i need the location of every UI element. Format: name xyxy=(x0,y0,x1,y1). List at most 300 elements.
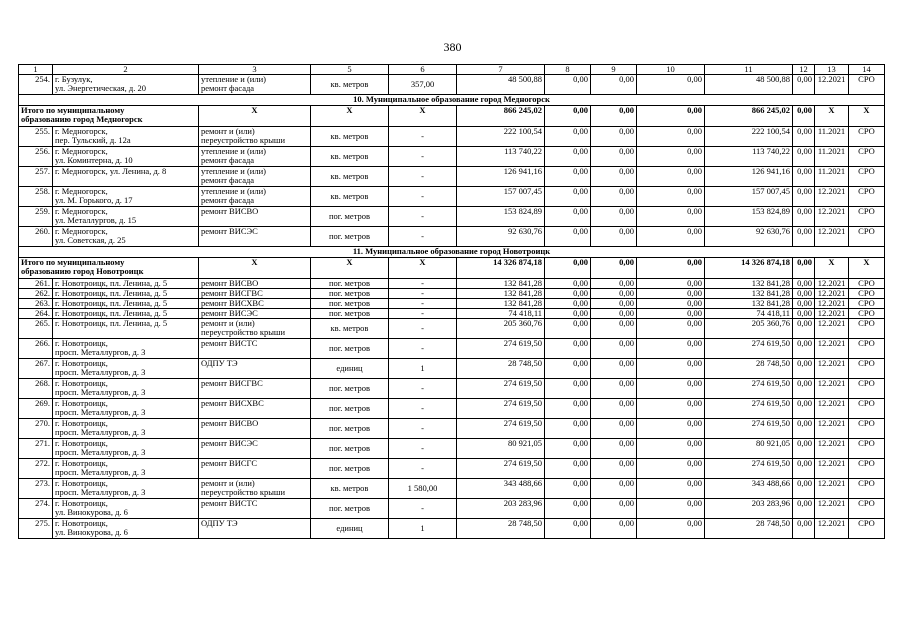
cell-line: просп. Металлургов, д. 3 xyxy=(55,487,146,497)
column-number: 8 xyxy=(545,65,591,75)
row-unit: кв. метров xyxy=(311,127,389,147)
row-deadline: 12.2021 xyxy=(815,499,849,519)
row-address xyxy=(53,279,199,289)
row-deadline: 12.2021 xyxy=(815,207,849,227)
cell-line: г. Новотроицк, xyxy=(55,518,108,528)
cell-line: просп. Металлургов, д. 3 xyxy=(55,347,146,357)
row-method: СРО xyxy=(849,147,885,167)
row-work-type xyxy=(199,379,311,399)
cell-line: ремонт ВИСЭС xyxy=(201,438,258,448)
cell-line: просп. Металлургов, д. 3 xyxy=(55,447,146,457)
row-cost-total: 132 841,28 xyxy=(457,279,545,289)
row-number: 256. xyxy=(19,147,53,167)
cell-line: ремонт ВИСГС xyxy=(201,458,257,468)
row-cost-c12: 0,00 xyxy=(793,419,815,439)
row-method: СРО xyxy=(849,399,885,419)
cell-line: ремонт фасада xyxy=(201,175,255,185)
row-method: СРО xyxy=(849,75,885,95)
row-cost-c8: 0,00 xyxy=(545,207,591,227)
row-quantity: - xyxy=(389,339,457,359)
row-cost-c11: 343 488,66 xyxy=(705,479,793,499)
row-cost-c9: 0,00 xyxy=(591,167,637,187)
total-qty: X xyxy=(389,258,457,279)
row-cost-c10: 0,00 xyxy=(637,459,705,479)
row-cost-c11: 274 619,50 xyxy=(705,459,793,479)
row-deadline: 12.2021 xyxy=(815,279,849,289)
total-c10: 0,00 xyxy=(637,106,705,127)
row-cost-c12: 0,00 xyxy=(793,399,815,419)
row-quantity: - xyxy=(389,207,457,227)
row-address xyxy=(53,339,199,359)
column-number: 7 xyxy=(457,65,545,75)
row-cost-c9: 0,00 xyxy=(591,299,637,309)
cell-line: переустройство крыши xyxy=(201,487,286,497)
cell-line: г. Новотроицк, xyxy=(55,478,108,488)
row-cost-c10: 0,00 xyxy=(637,187,705,207)
table-row xyxy=(19,499,885,519)
row-method: СРО xyxy=(849,289,885,299)
column-number: 9 xyxy=(591,65,637,75)
cell-line: просп. Металлургов, д. 3 xyxy=(55,427,146,437)
row-method: СРО xyxy=(849,227,885,247)
row-unit: пог. метров xyxy=(311,379,389,399)
column-number: 13 xyxy=(815,65,849,75)
row-cost-c12: 0,00 xyxy=(793,319,815,339)
row-quantity: - xyxy=(389,499,457,519)
row-address xyxy=(53,499,199,519)
cell-line: г. Новотроицк, xyxy=(55,358,108,368)
table-row xyxy=(19,379,885,399)
column-number: 10 xyxy=(637,65,705,75)
row-unit: кв. метров xyxy=(311,319,389,339)
row-quantity: - xyxy=(389,147,457,167)
row-cost-c12: 0,00 xyxy=(793,147,815,167)
table-row xyxy=(19,127,885,147)
section-header-row xyxy=(19,95,885,106)
row-cost-c10: 0,00 xyxy=(637,147,705,167)
row-cost-c10: 0,00 xyxy=(637,419,705,439)
column-number: 11 xyxy=(705,65,793,75)
row-quantity: - xyxy=(389,127,457,147)
row-unit: пог. метров xyxy=(311,459,389,479)
cell-line: утепление и (или) xyxy=(201,186,266,196)
row-cost-c11: 157 007,45 xyxy=(705,187,793,207)
cell-line: г. Новотроицк, xyxy=(55,498,108,508)
row-cost-c8: 0,00 xyxy=(545,459,591,479)
cell-line: г. Новотроицк, xyxy=(55,458,108,468)
total-c10: 0,00 xyxy=(637,258,705,279)
row-cost-c10: 0,00 xyxy=(637,499,705,519)
row-deadline: 11.2021 xyxy=(815,167,849,187)
row-cost-c10: 0,00 xyxy=(637,479,705,499)
total-c13: X xyxy=(815,106,849,127)
row-unit: единиц xyxy=(311,359,389,379)
cell-line: ул. Коминтерна, д. 10 xyxy=(55,155,133,165)
row-cost-c8: 0,00 xyxy=(545,127,591,147)
row-quantity: - xyxy=(389,187,457,207)
cell-line: ремонт ВИСВО xyxy=(201,206,259,216)
row-address xyxy=(53,167,199,187)
row-unit: пог. метров xyxy=(311,299,389,309)
column-number: 6 xyxy=(389,65,457,75)
table-row xyxy=(19,419,885,439)
cell-line: ремонт ВИСТС xyxy=(201,498,258,508)
row-cost-total: 74 418,11 xyxy=(457,309,545,319)
row-address xyxy=(53,419,199,439)
cell-line: ремонт фасада xyxy=(201,155,255,165)
row-work-type xyxy=(199,147,311,167)
row-cost-c11: 205 360,76 xyxy=(705,319,793,339)
cell-line: ремонт ВИСХВС xyxy=(201,398,264,408)
row-cost-total: 92 630,76 xyxy=(457,227,545,247)
table-row xyxy=(19,75,885,95)
row-cost-c11: 74 418,11 xyxy=(705,309,793,319)
row-cost-c11: 274 619,50 xyxy=(705,399,793,419)
section-title: 10. Муниципальное образование город Медногорск xyxy=(19,95,885,106)
row-cost-c9: 0,00 xyxy=(591,309,637,319)
cell-line: ремонт ВИСГВС xyxy=(201,378,263,388)
row-work-type xyxy=(199,227,311,247)
cell-line: г. Новотроицк, пл. Ленина, д. 5 xyxy=(55,318,168,328)
row-number: 258. xyxy=(19,187,53,207)
row-cost-c10: 0,00 xyxy=(637,289,705,299)
total-amount: 866 245,02 xyxy=(457,106,545,127)
register-table xyxy=(18,64,885,539)
column-number: 3 xyxy=(199,65,311,75)
row-cost-c11: 48 500,88 xyxy=(705,75,793,95)
row-cost-c11: 222 100,54 xyxy=(705,127,793,147)
row-cost-c10: 0,00 xyxy=(637,359,705,379)
cell-line: ремонт и (или) xyxy=(201,318,255,328)
cell-line: г. Новотроицк, пл. Ленина, д. 5 xyxy=(55,298,168,308)
row-method: СРО xyxy=(849,299,885,309)
cell-line: ул. Винокурова, д. 6 xyxy=(55,507,128,517)
row-cost-total: 132 841,28 xyxy=(457,289,545,299)
cell-line: г. Новотроицк, xyxy=(55,398,108,408)
row-cost-c8: 0,00 xyxy=(545,519,591,539)
row-deadline: 12.2021 xyxy=(815,289,849,299)
row-cost-c8: 0,00 xyxy=(545,279,591,289)
row-cost-c9: 0,00 xyxy=(591,339,637,359)
row-deadline: 12.2021 xyxy=(815,227,849,247)
row-work-type xyxy=(199,167,311,187)
row-cost-c12: 0,00 xyxy=(793,359,815,379)
table-row xyxy=(19,399,885,419)
row-work-type xyxy=(199,207,311,227)
row-cost-total: 48 500,88 xyxy=(457,75,545,95)
row-address xyxy=(53,459,199,479)
row-work-type xyxy=(199,279,311,289)
row-method: СРО xyxy=(849,499,885,519)
cell-line: г. Медногорск, xyxy=(55,206,108,216)
row-cost-c9: 0,00 xyxy=(591,187,637,207)
cell-line: переустройство крыши xyxy=(201,135,286,145)
total-c12: 0,00 xyxy=(793,258,815,279)
row-deadline: 12.2021 xyxy=(815,319,849,339)
cell-line: г. Новотроицк, xyxy=(55,338,108,348)
cell-line: г. Новотроицк, пл. Ленина, д. 5 xyxy=(55,278,168,288)
row-cost-c8: 0,00 xyxy=(545,499,591,519)
row-cost-c12: 0,00 xyxy=(793,339,815,359)
row-unit: пог. метров xyxy=(311,289,389,299)
row-cost-total: 132 841,28 xyxy=(457,299,545,309)
cell-line: просп. Металлургов, д. 3 xyxy=(55,367,146,377)
row-cost-c8: 0,00 xyxy=(545,167,591,187)
row-cost-c10: 0,00 xyxy=(637,519,705,539)
row-number: 262. xyxy=(19,289,53,299)
cell-line: г. Медногорск, xyxy=(55,226,108,236)
row-method: СРО xyxy=(849,127,885,147)
total-c14: X xyxy=(849,258,885,279)
row-deadline: 12.2021 xyxy=(815,339,849,359)
row-deadline: 12.2021 xyxy=(815,309,849,319)
row-quantity: - xyxy=(389,227,457,247)
row-address xyxy=(53,479,199,499)
table-row xyxy=(19,479,885,499)
section-title: 11. Муниципальное образование город Новотроицк xyxy=(19,247,885,258)
row-number: 267. xyxy=(19,359,53,379)
row-unit: кв. метров xyxy=(311,167,389,187)
cell-line: Итого по муниципальному xyxy=(21,257,125,267)
cell-line: ул. М. Горького, д. 17 xyxy=(55,195,133,205)
row-cost-c10: 0,00 xyxy=(637,319,705,339)
cell-line: г. Медногорск, xyxy=(55,186,108,196)
row-cost-c10: 0,00 xyxy=(637,167,705,187)
row-cost-c10: 0,00 xyxy=(637,127,705,147)
cell-line: ремонт ВИСХВС xyxy=(201,298,264,308)
row-address xyxy=(53,309,199,319)
column-number-row xyxy=(19,65,885,75)
column-number: 2 xyxy=(53,65,199,75)
total-c9: 0,00 xyxy=(591,106,637,127)
cell-line: г. Медногорск, ул. Ленина, д. 8 xyxy=(55,166,167,176)
row-cost-c8: 0,00 xyxy=(545,439,591,459)
row-cost-c8: 0,00 xyxy=(545,309,591,319)
row-address xyxy=(53,299,199,309)
row-cost-c8: 0,00 xyxy=(545,419,591,439)
total-unit: X xyxy=(311,258,389,279)
row-deadline: 12.2021 xyxy=(815,459,849,479)
row-cost-c12: 0,00 xyxy=(793,289,815,299)
cell-line: ремонт фасада xyxy=(201,83,255,93)
cell-line: ремонт ВИСЭС xyxy=(201,226,258,236)
row-number: 264. xyxy=(19,309,53,319)
row-cost-c10: 0,00 xyxy=(637,399,705,419)
row-quantity: - xyxy=(389,399,457,419)
row-cost-total: 28 748,50 xyxy=(457,519,545,539)
row-cost-c11: 274 619,50 xyxy=(705,339,793,359)
row-quantity: 1 xyxy=(389,519,457,539)
row-quantity: 1 xyxy=(389,359,457,379)
row-unit: пог. метров xyxy=(311,227,389,247)
cell-line: ОДПУ ТЭ xyxy=(201,358,238,368)
row-cost-c8: 0,00 xyxy=(545,399,591,419)
row-cost-c12: 0,00 xyxy=(793,459,815,479)
row-quantity: - xyxy=(389,459,457,479)
row-cost-c8: 0,00 xyxy=(545,227,591,247)
row-work-type xyxy=(199,459,311,479)
row-cost-c11: 274 619,50 xyxy=(705,419,793,439)
row-quantity: - xyxy=(389,379,457,399)
row-method: СРО xyxy=(849,379,885,399)
row-cost-c12: 0,00 xyxy=(793,309,815,319)
row-cost-c9: 0,00 xyxy=(591,359,637,379)
row-method: СРО xyxy=(849,187,885,207)
table-body xyxy=(19,65,885,539)
row-cost-c9: 0,00 xyxy=(591,519,637,539)
row-cost-c12: 0,00 xyxy=(793,75,815,95)
row-unit: единиц xyxy=(311,519,389,539)
cell-line: ремонт ВИСЭС xyxy=(201,308,258,318)
row-address xyxy=(53,519,199,539)
row-address xyxy=(53,75,199,95)
row-cost-c8: 0,00 xyxy=(545,359,591,379)
row-unit: пог. метров xyxy=(311,339,389,359)
row-cost-c9: 0,00 xyxy=(591,399,637,419)
cell-line: ул. Советская, д. 25 xyxy=(55,235,126,245)
row-address xyxy=(53,289,199,299)
cell-line: ремонт и (или) xyxy=(201,126,255,136)
table-row xyxy=(19,309,885,319)
table-row xyxy=(19,459,885,479)
total-row xyxy=(19,106,885,127)
row-deadline: 12.2021 xyxy=(815,299,849,309)
row-number: 257. xyxy=(19,167,53,187)
row-cost-total: 157 007,45 xyxy=(457,187,545,207)
row-address xyxy=(53,439,199,459)
row-cost-total: 28 748,50 xyxy=(457,359,545,379)
row-cost-c9: 0,00 xyxy=(591,499,637,519)
row-cost-c12: 0,00 xyxy=(793,299,815,309)
total-label xyxy=(19,106,199,127)
total-c14: X xyxy=(849,106,885,127)
row-work-type xyxy=(199,339,311,359)
row-work-type xyxy=(199,127,311,147)
total-work: X xyxy=(199,258,311,279)
row-deadline: 12.2021 xyxy=(815,519,849,539)
row-cost-c9: 0,00 xyxy=(591,459,637,479)
row-unit: пог. метров xyxy=(311,309,389,319)
row-cost-c9: 0,00 xyxy=(591,75,637,95)
row-cost-c12: 0,00 xyxy=(793,187,815,207)
row-cost-c8: 0,00 xyxy=(545,479,591,499)
row-address xyxy=(53,399,199,419)
cell-line: г. Новотроицк, xyxy=(55,438,108,448)
row-address xyxy=(53,319,199,339)
row-cost-c9: 0,00 xyxy=(591,289,637,299)
row-cost-c8: 0,00 xyxy=(545,75,591,95)
row-deadline: 12.2021 xyxy=(815,75,849,95)
row-method: СРО xyxy=(849,339,885,359)
cell-line: ОДПУ ТЭ xyxy=(201,518,238,528)
row-unit: пог. метров xyxy=(311,207,389,227)
row-cost-c9: 0,00 xyxy=(591,479,637,499)
row-number: 271. xyxy=(19,439,53,459)
cell-line: ремонт ВИСВО xyxy=(201,418,259,428)
row-cost-c9: 0,00 xyxy=(591,319,637,339)
column-number: 12 xyxy=(793,65,815,75)
table-row xyxy=(19,207,885,227)
row-method: СРО xyxy=(849,439,885,459)
total-c13: X xyxy=(815,258,849,279)
row-method: СРО xyxy=(849,359,885,379)
row-cost-c8: 0,00 xyxy=(545,339,591,359)
column-number: 5 xyxy=(311,65,389,75)
row-cost-total: 274 619,50 xyxy=(457,419,545,439)
row-deadline: 12.2021 xyxy=(815,479,849,499)
table-row xyxy=(19,339,885,359)
total-unit: X xyxy=(311,106,389,127)
row-work-type xyxy=(199,479,311,499)
row-deadline: 12.2021 xyxy=(815,399,849,419)
row-quantity: - xyxy=(389,299,457,309)
row-cost-total: 274 619,50 xyxy=(457,379,545,399)
row-cost-c12: 0,00 xyxy=(793,167,815,187)
row-cost-total: 343 488,66 xyxy=(457,479,545,499)
row-deadline: 12.2021 xyxy=(815,439,849,459)
cell-line: утепление и (или) xyxy=(201,74,266,84)
row-number: 259. xyxy=(19,207,53,227)
row-number: 275. xyxy=(19,519,53,539)
row-cost-c9: 0,00 xyxy=(591,419,637,439)
row-cost-c10: 0,00 xyxy=(637,227,705,247)
row-number: 269. xyxy=(19,399,53,419)
cell-line: ул. Винокурова, д. 6 xyxy=(55,527,128,537)
row-work-type xyxy=(199,187,311,207)
cell-line: г. Новотроицк, пл. Ленина, д. 5 xyxy=(55,308,168,318)
cell-line: ремонт и (или) xyxy=(201,478,255,488)
cell-line: утепление и (или) xyxy=(201,166,266,176)
cell-line: пер. Тульский, д. 12а xyxy=(55,135,131,145)
row-cost-c9: 0,00 xyxy=(591,227,637,247)
row-quantity: 357,00 xyxy=(389,75,457,95)
row-cost-c8: 0,00 xyxy=(545,187,591,207)
table-row xyxy=(19,227,885,247)
row-address xyxy=(53,227,199,247)
row-number: 263. xyxy=(19,299,53,309)
row-unit: кв. метров xyxy=(311,75,389,95)
row-cost-c10: 0,00 xyxy=(637,379,705,399)
column-number: 14 xyxy=(849,65,885,75)
cell-line: ремонт ВИСТС xyxy=(201,338,258,348)
row-deadline: 12.2021 xyxy=(815,419,849,439)
row-cost-c10: 0,00 xyxy=(637,299,705,309)
row-cost-c10: 0,00 xyxy=(637,75,705,95)
column-number: 1 xyxy=(19,65,53,75)
cell-line: образованию город Новотроицк xyxy=(21,266,144,276)
row-quantity: - xyxy=(389,319,457,339)
row-unit: кв. метров xyxy=(311,479,389,499)
row-cost-c9: 0,00 xyxy=(591,279,637,289)
cell-line: г. Новотроицк, пл. Ленина, д. 5 xyxy=(55,288,168,298)
row-number: 274. xyxy=(19,499,53,519)
row-number: 270. xyxy=(19,419,53,439)
row-unit: кв. метров xyxy=(311,187,389,207)
row-cost-c11: 132 841,28 xyxy=(705,279,793,289)
row-cost-c11: 132 841,28 xyxy=(705,299,793,309)
row-quantity: - xyxy=(389,419,457,439)
row-cost-c9: 0,00 xyxy=(591,379,637,399)
cell-line: просп. Металлургов, д. 3 xyxy=(55,407,146,417)
table-row xyxy=(19,187,885,207)
row-address xyxy=(53,207,199,227)
row-number: 260. xyxy=(19,227,53,247)
row-cost-c10: 0,00 xyxy=(637,439,705,459)
row-method: СРО xyxy=(849,207,885,227)
cell-line: ремонт ВИСВО xyxy=(201,278,259,288)
total-label xyxy=(19,258,199,279)
row-cost-c12: 0,00 xyxy=(793,519,815,539)
